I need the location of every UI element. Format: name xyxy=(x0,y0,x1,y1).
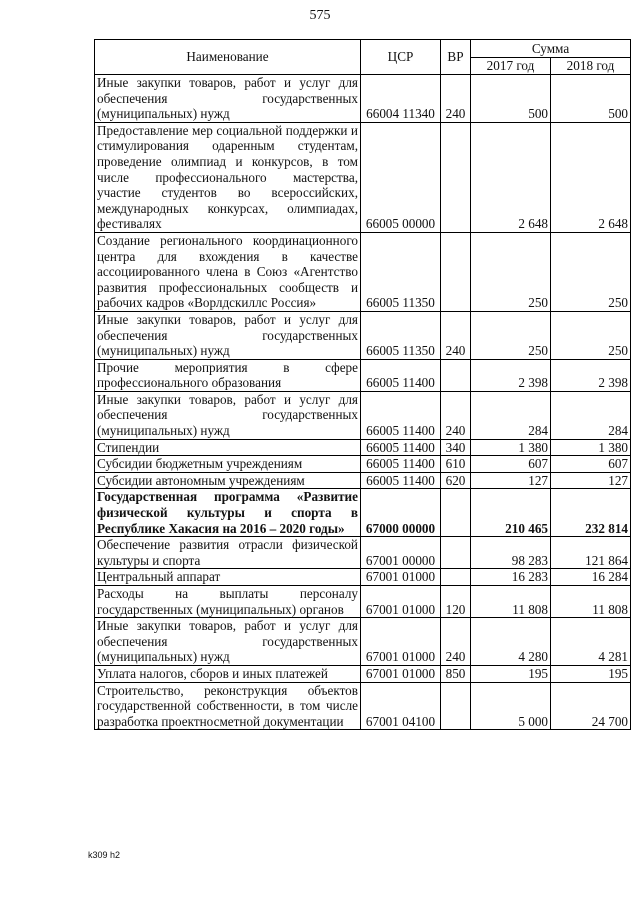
row-sum-2018-cell: 121 864 xyxy=(551,537,631,569)
budget-table xyxy=(94,39,631,730)
row-vr-cell xyxy=(441,537,471,569)
row-sum-2017-cell: 4 280 xyxy=(471,618,551,666)
row-csr-cell: 67001 01000 xyxy=(361,586,441,618)
row-csr-cell: 66005 11400 xyxy=(361,439,441,456)
row-csr-cell: 67000 00000 xyxy=(361,489,441,537)
table-row xyxy=(95,489,631,537)
row-name-cell: Государственная программа «Развитие физической культуры и спорта в Республике Хакасия на 2016 – 2020 годы» xyxy=(95,489,361,537)
row-name-cell: Уплата налогов, сборов и иных платежей xyxy=(95,665,361,682)
row-sum-2018-cell: 127 xyxy=(551,472,631,489)
page-number: 575 xyxy=(309,8,331,23)
table-row xyxy=(95,456,631,473)
row-sum-2017-cell: 607 xyxy=(471,456,551,473)
row-name-cell: Иные закупки товаров, работ и услуг для обеспечения государственных (муниципальных) нужд xyxy=(95,311,361,359)
row-csr-cell: 66004 11340 xyxy=(361,75,441,123)
row-sum-2017-cell: 500 xyxy=(471,75,551,123)
row-name-cell: Стипендии xyxy=(95,439,361,456)
row-sum-2017-cell: 16 283 xyxy=(471,569,551,586)
row-sum-2017-cell: 127 xyxy=(471,472,551,489)
header-csr: ЦСР xyxy=(361,40,441,75)
row-csr-cell: 66005 00000 xyxy=(361,122,441,232)
table-row xyxy=(95,472,631,489)
row-sum-2017-cell: 1 380 xyxy=(471,439,551,456)
header-sum: Сумма xyxy=(471,40,631,58)
row-name-cell: Предоставление мер социальной поддержки и стимулирования одаренным студентам, проведение олимпиад и конкурсов, в том числе профессионального мастерства, участие студентов во всероссийских, международных конкурсах, олимпиадах, фестивалях xyxy=(95,122,361,232)
row-vr-cell: 240 xyxy=(441,311,471,359)
table-body xyxy=(95,75,631,730)
table-row xyxy=(95,232,631,311)
row-vr-cell xyxy=(441,122,471,232)
row-sum-2018-cell: 11 808 xyxy=(551,586,631,618)
row-sum-2017-cell: 98 283 xyxy=(471,537,551,569)
row-name-cell: Прочие мероприятия в сфере профессионального образования xyxy=(95,359,361,391)
table-row xyxy=(95,359,631,391)
row-sum-2018-cell: 24 700 xyxy=(551,682,631,730)
table-row xyxy=(95,569,631,586)
row-sum-2017-cell: 250 xyxy=(471,311,551,359)
row-sum-2018-cell: 2 398 xyxy=(551,359,631,391)
row-name-cell: Иные закупки товаров, работ и услуг для обеспечения государственных (муниципальных) нужд xyxy=(95,75,361,123)
row-vr-cell: 120 xyxy=(441,586,471,618)
row-csr-cell: 66005 11400 xyxy=(361,391,441,439)
row-csr-cell: 66005 11350 xyxy=(361,311,441,359)
row-csr-cell: 66005 11400 xyxy=(361,472,441,489)
table-row xyxy=(95,618,631,666)
row-csr-cell: 66005 11350 xyxy=(361,232,441,311)
row-vr-cell: 240 xyxy=(441,75,471,123)
row-sum-2018-cell: 195 xyxy=(551,665,631,682)
row-csr-cell: 67001 00000 xyxy=(361,537,441,569)
row-vr-cell: 850 xyxy=(441,665,471,682)
table-row xyxy=(95,537,631,569)
row-vr-cell: 240 xyxy=(441,618,471,666)
row-sum-2018-cell: 232 814 xyxy=(551,489,631,537)
row-vr-cell: 340 xyxy=(441,439,471,456)
row-csr-cell: 66005 11400 xyxy=(361,456,441,473)
table-row xyxy=(95,682,631,730)
header-vr: ВР xyxy=(441,40,471,75)
row-sum-2018-cell: 4 281 xyxy=(551,618,631,666)
row-csr-cell: 66005 11400 xyxy=(361,359,441,391)
row-csr-cell: 67001 01000 xyxy=(361,665,441,682)
row-sum-2018-cell: 250 xyxy=(551,311,631,359)
table-row xyxy=(95,586,631,618)
row-sum-2018-cell: 607 xyxy=(551,456,631,473)
row-vr-cell xyxy=(441,682,471,730)
row-vr-cell xyxy=(441,489,471,537)
row-sum-2018-cell: 500 xyxy=(551,75,631,123)
row-vr-cell xyxy=(441,359,471,391)
row-sum-2018-cell: 1 380 xyxy=(551,439,631,456)
row-csr-cell: 67001 04100 xyxy=(361,682,441,730)
table-row xyxy=(95,122,631,232)
row-name-cell: Иные закупки товаров, работ и услуг для обеспечения государственных (муниципальных) нужд xyxy=(95,391,361,439)
row-sum-2017-cell: 5 000 xyxy=(471,682,551,730)
row-name-cell: Иные закупки товаров, работ и услуг для обеспечения государственных (муниципальных) нужд xyxy=(95,618,361,666)
row-csr-cell: 67001 01000 xyxy=(361,618,441,666)
row-sum-2017-cell: 11 808 xyxy=(471,586,551,618)
row-name-cell: Строительство, реконструкция объектов государственной собственности, в том числе разработка проектносметной документации xyxy=(95,682,361,730)
row-sum-2017-cell: 210 465 xyxy=(471,489,551,537)
row-sum-2017-cell: 195 xyxy=(471,665,551,682)
footer-code: k309 h2 xyxy=(88,850,121,860)
row-sum-2018-cell: 284 xyxy=(551,391,631,439)
row-name-cell: Создание регионального координационного центра для вхождения в качестве ассоциированного члена в Союз «Агентство развития профессиональных сообществ и рабочих кадров «Ворлдскиллс Россия» xyxy=(95,232,361,311)
row-vr-cell xyxy=(441,232,471,311)
row-vr-cell: 240 xyxy=(441,391,471,439)
row-vr-cell: 610 xyxy=(441,456,471,473)
table-row xyxy=(95,75,631,123)
header-name: Наименование xyxy=(95,40,361,75)
row-sum-2018-cell: 250 xyxy=(551,232,631,311)
row-name-cell: Субсидии автономным учреждениям xyxy=(95,472,361,489)
row-sum-2018-cell: 16 284 xyxy=(551,569,631,586)
row-sum-2017-cell: 284 xyxy=(471,391,551,439)
row-name-cell: Субсидии бюджетным учреждениям xyxy=(95,456,361,473)
row-vr-cell xyxy=(441,569,471,586)
table-row xyxy=(95,311,631,359)
row-vr-cell: 620 xyxy=(441,472,471,489)
row-sum-2017-cell: 2 398 xyxy=(471,359,551,391)
table-row xyxy=(95,665,631,682)
header-year-2018: 2018 год xyxy=(551,58,631,75)
row-name-cell: Обеспечение развития отрасли физической культуры и спорта xyxy=(95,537,361,569)
header-year-2017: 2017 год xyxy=(471,58,551,75)
row-sum-2017-cell: 2 648 xyxy=(471,122,551,232)
table-row xyxy=(95,391,631,439)
row-sum-2018-cell: 2 648 xyxy=(551,122,631,232)
row-sum-2017-cell: 250 xyxy=(471,232,551,311)
table-row xyxy=(95,439,631,456)
row-name-cell: Центральный аппарат xyxy=(95,569,361,586)
row-csr-cell: 67001 01000 xyxy=(361,569,441,586)
row-name-cell: Расходы на выплаты персоналу государственных (муниципальных) органов xyxy=(95,586,361,618)
